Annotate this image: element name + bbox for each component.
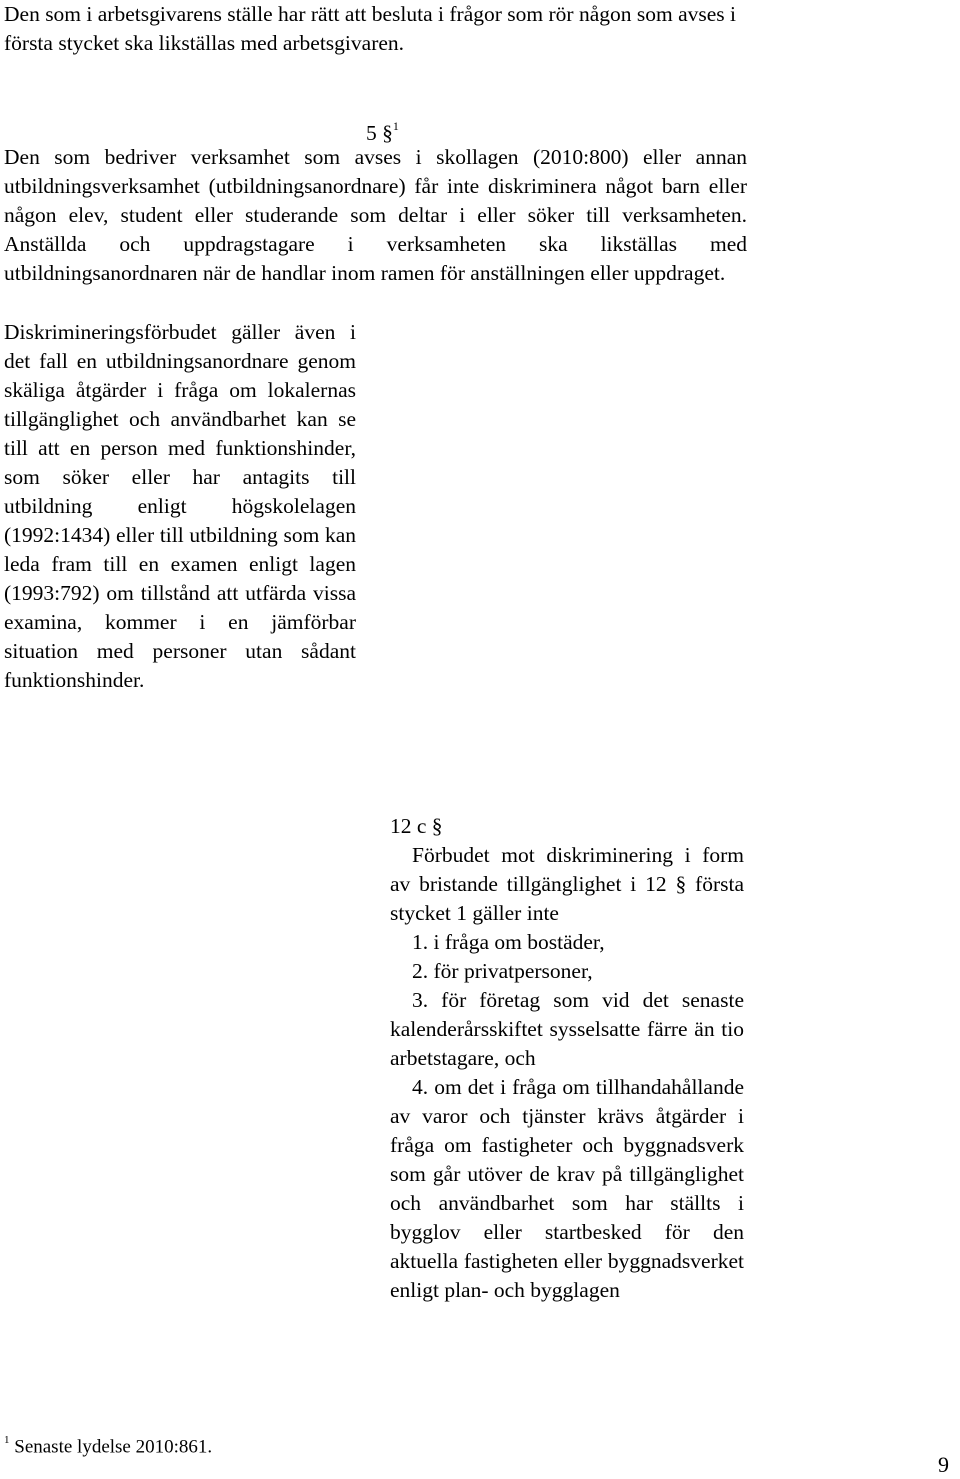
intro-text: Den som i arbetsgivarens ställe har rätt att besluta i frågor som rör någon som avses i första stycket ska likställas med arbetsgivaren.: [4, 2, 736, 55]
footnote-text: Senaste lydelse 2010:861.: [14, 1436, 213, 1458]
list-item: 3. för företag som vid det senaste kalenderårsskiftet sysselsatte färre än tio arbetstagare, och: [390, 988, 744, 1070]
list-item: 1. i fråga om bostäder,: [412, 930, 605, 954]
section-5-paragraph-2: [4, 318, 356, 695]
section-5-text-1: Den som bedriver verksamhet som avses i skollagen (2010:800) eller annan utbildningsverksamhet (utbildningsanordnare) får inte diskriminera något barn eller någon elev, student eller studerande som deltar i eller söker till verksamheten. Anställda och uppdragstagare i verksamheten ska likställas med utbildningsanordnaren när de handlar inom ramen för anställningen eller uppdraget.: [4, 145, 747, 285]
footnote-marker: 1: [4, 1434, 10, 1446]
page-number: 9: [938, 1452, 949, 1477]
section-12c-heading: 12 c §: [390, 814, 443, 838]
footnote: [4, 1430, 212, 1459]
section-12c-intro: Förbudet mot diskriminering i form av bristande tillgänglighet i 12 § första stycket 1 gäller inte: [390, 843, 744, 925]
list-item: 4. om det i fråga om tillhandahållande av varor och tjänster krävs åtgärder i fråga om fastigheter och byggnadsverk som går utöver de krav på tillgänglighet och användbarhet som har ställts i bygglov eller startbesked för den aktuella fastigheten eller byggnadsverket enligt plan- och bygglagen: [390, 1075, 744, 1302]
intro-paragraph: [4, 0, 774, 58]
footnote-divider: [4, 1418, 234, 1419]
section-5-paragraph-1: [4, 143, 747, 288]
section-12c-body: [390, 841, 744, 1305]
section-5-number: 5 §: [366, 121, 393, 146]
list-item: 2. för privatpersoner,: [412, 959, 593, 983]
footnote-ref: 1: [392, 119, 399, 133]
section-5-text-2: Diskrimineringsförbudet gäller även i det fall en utbildningsanordnare genom skäliga åtgärder i fråga om lokalernas tillgänglighet och användbarhet kan se till att en person med funktionshinder, som söker eller har antagits till utbildning enligt högskolelagen (1992:1434) eller till utbildning som kan leda fram till en examen enligt lagen (1993:792) om tillstånd att utfärda vissa examina, kommer i en jämförbar situation med personer utan sådant funktionshinder.: [4, 320, 356, 692]
